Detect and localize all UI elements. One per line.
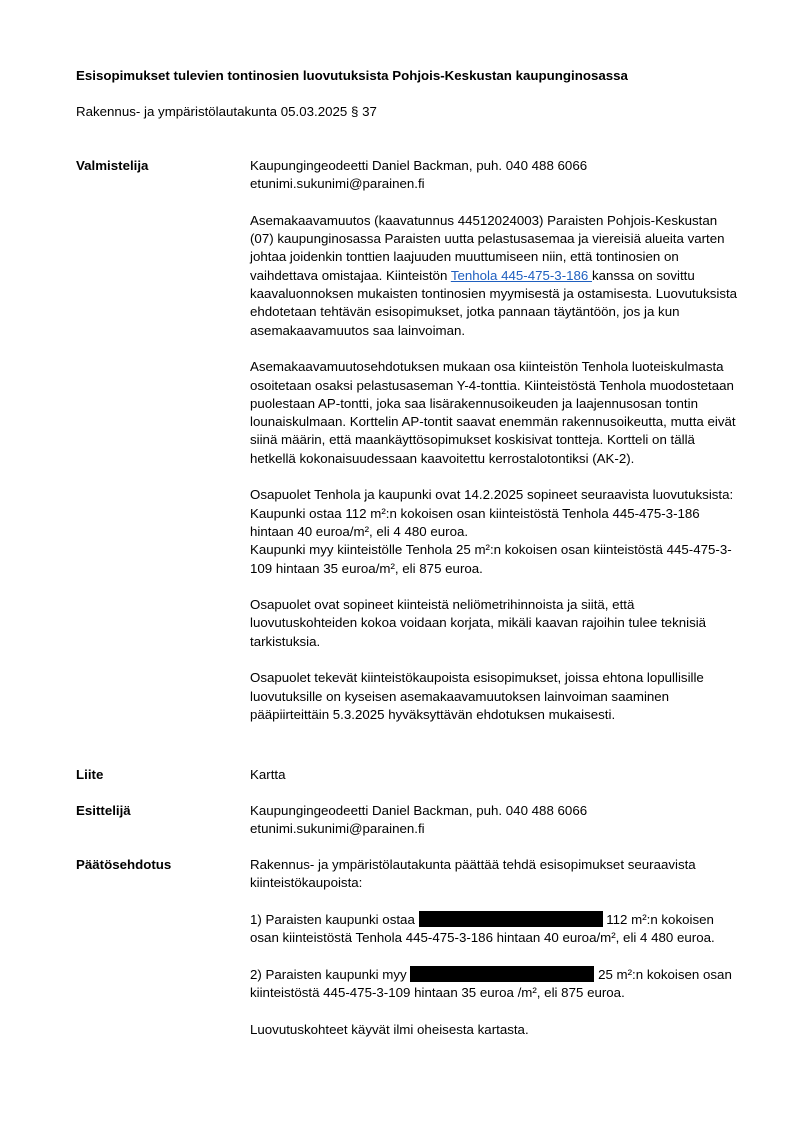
valmistelija-paragraph-4: Osapuolet ovat sopineet kiinteistä neliömetrihinnoista ja siitä, että luovutuskohteiden kokoa voidaan korjata, mikäli kaavan rajoihin tulee teknisiä tarkistuksia. <box>250 597 707 649</box>
valmistelija-contact <box>250 157 740 194</box>
paatosehdotus-outro: Luovutuskohteet käyvät ilmi oheisesta kartasta. <box>250 1021 529 1037</box>
decision-item-1 <box>250 911 740 948</box>
esittelija-contact-name: Kaupungingeodeetti Daniel Backman, puh. 040 488 6066 <box>250 803 588 818</box>
esittelija-label: Esittelijä <box>76 803 131 818</box>
liite-label: Liite <box>76 767 104 782</box>
paragraph-text: Asemakaavamuutos (kaavatunnus 44512024003) Paraisten Pohjois-Keskustan (07) kaupunginosassa Paraisten uutta pelastusasemaa ja viereisiä alueita varten johtaa joidenkin tonttien laajuuden muuttumiseen niin, että tontinosien on vaihdettava omistajaa. Kiinteistön <box>250 212 725 283</box>
document-title: Esisopimukset tulevien tontinosien luovutuksista Pohjois-Keskustan kaupunginosassa <box>76 68 628 83</box>
item-text: 1) Paraisten kaupunki ostaa <box>250 911 419 927</box>
agreement-intro: Osapuolet Tenhola ja kaupunki ovat 14.2.2025 sopineet seuraavista luovutuksista: <box>250 487 734 503</box>
item-text: 2) Paraisten kaupunki myy <box>250 966 411 982</box>
valmistelija-paragraph-5: Osapuolet tekevät kiinteistökaupoista esisopimukset, joissa ehtona lopullisille luovutuksille on kyseisen asemakaavamuutoksen lainvoiman saaminen pääpiirteittäin 5.3.2025 hyväksyttävän ehdotuksen mukaisesti. <box>250 670 704 722</box>
meeting-info: Rakennus- ja ympäristölautakunta 05.03.2025 § 37 <box>76 104 377 119</box>
esittelija-contact-email: etunimi.sukunimi@parainen.fi <box>250 821 425 837</box>
tenhola-property-link[interactable]: Tenhola 445-475-3-186 <box>450 267 593 283</box>
redacted-block <box>419 911 603 927</box>
valmistelija-section <box>250 157 740 724</box>
valmistelija-paragraph-2: Asemakaavamuutosehdotuksen mukaan osa kiinteistön Tenhola luoteiskulmasta osoitetaan osaksi pelastusaseman Y-4-tonttia. Kiinteistöstä Tenhola muodostetaan puolestaan AP-tontti, joka saa lisärakennusoikeuden ja laajennusosan tontin lounaiskulmaan. Korttelin AP-tontit saavat enemmän rakennusoikeutta, mutta eivät siinä määrin, että maankäyttösopimukset koskisivat tontteja. Kortteli on tällä hetkellä kokonaisuudessaan kaavoitettu kerrostalotontiksi (AK-2). <box>250 359 736 466</box>
paragraph-text: kanssa on sovittu kaavaluonnoksen mukaisten tontinosien myymisestä ja ostamisesta. Luovutuksista ehdotetaan tehtävän esisopimukset, jotka pannaan täytäntöön, jos ja kun asemakaavamuutos saa lainvoiman. <box>250 267 738 338</box>
valmistelija-paragraph-3 <box>250 486 740 577</box>
agreement-sale: Kaupunki myy kiinteistölle Tenhola 25 m²:n kokoisen osan kiinteistöstä 445-475-3-109 hintaan 35 euroa/m², eli 875 euroa. <box>250 542 732 576</box>
agreement-purchase: Kaupunki ostaa 112 m²:n kokoisen osan kiinteistöstä Tenhola 445-475-3-186 hintaan 40 euroa/m², eli 4 480 euroa. <box>250 505 700 539</box>
redacted-block <box>410 966 594 982</box>
paatosehdotus-label: Päätösehdotus <box>76 857 172 872</box>
valmistelija-paragraph-1 <box>250 212 740 340</box>
liite-value: Kartta <box>250 767 286 782</box>
valmistelija-label: Valmistelija <box>76 158 149 173</box>
item-text: 112 m²:n kokoisen osan kiinteistöstä Tenhola 445-475-3-186 hintaan 40 euroa/m², eli 4 480 euroa. <box>250 911 715 946</box>
paatosehdotus-intro: Rakennus- ja ympäristölautakunta päättää tehdä esisopimukset seuraavista kiinteistökaupoista: <box>250 857 696 891</box>
item-text: 25 m²:n kokoisen osan kiinteistöstä 445-475-3-109 hintaan 35 euroa /m², eli 875 euroa. <box>250 966 732 1001</box>
esittelija-section <box>250 802 740 839</box>
decision-item-2 <box>250 966 740 1003</box>
paatosehdotus-section <box>250 856 740 1039</box>
valmistelija-contact-name: Kaupungingeodeetti Daniel Backman, puh. 040 488 6066 <box>250 158 588 173</box>
valmistelija-contact-email: etunimi.sukunimi@parainen.fi <box>250 176 425 192</box>
